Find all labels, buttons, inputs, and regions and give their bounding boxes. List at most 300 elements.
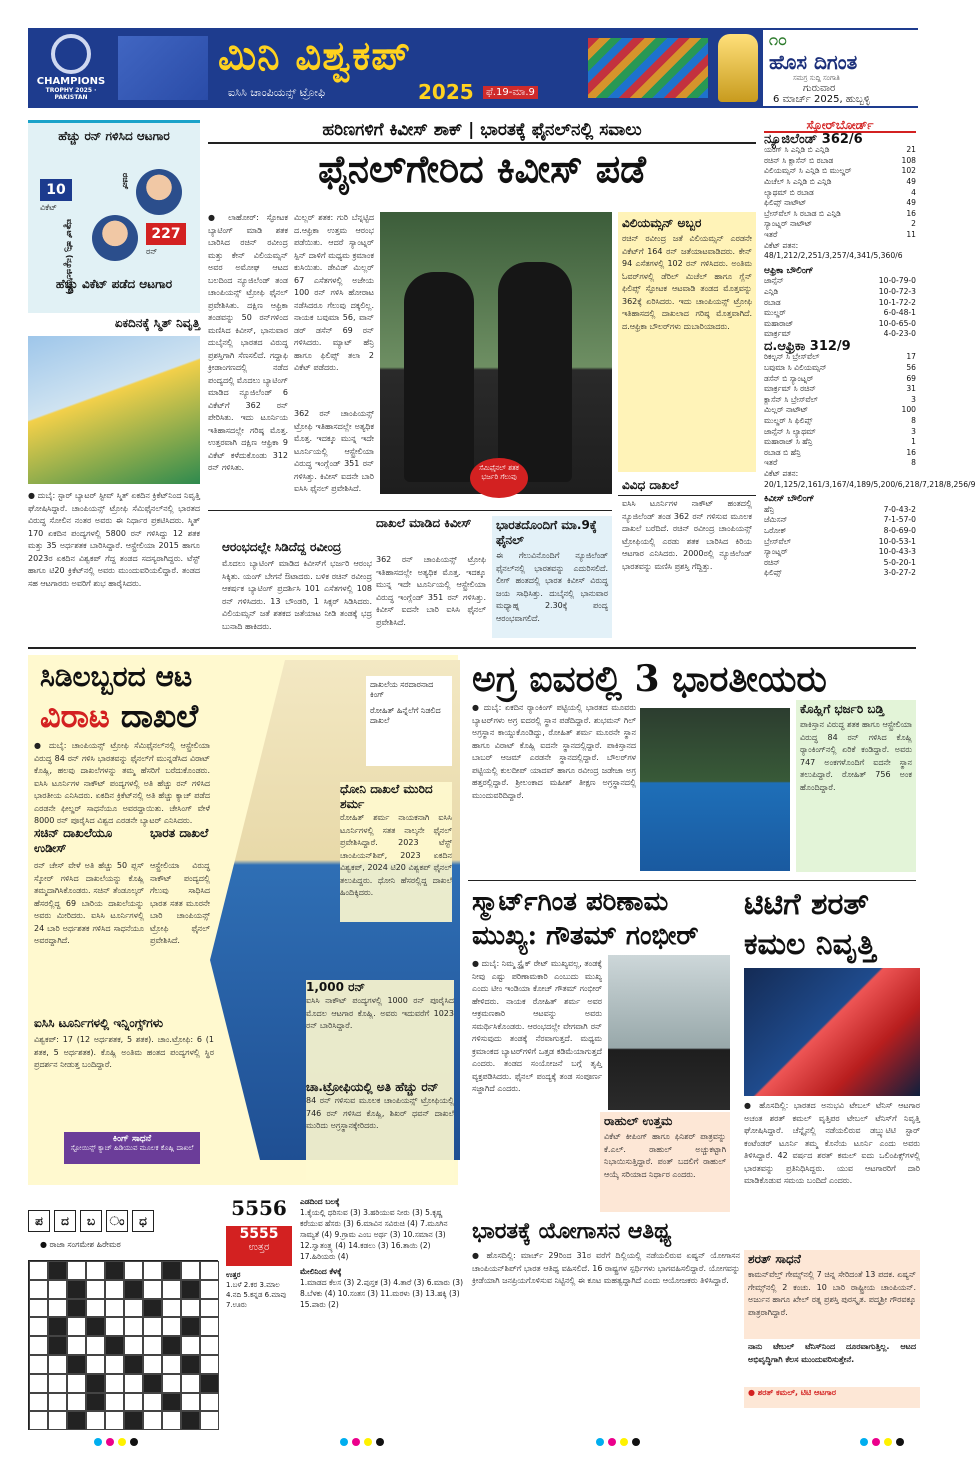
crossword-cell[interactable] [124,1261,143,1280]
score-row [764,547,916,558]
issue-day: ಗುರುವಾರ [803,83,836,94]
yoga-body: ● ಹೊಸದಿಲ್ಲಿ: ಮಾರ್ಚ್ 29ರಿಂದ 31ರ ವರೆಗೆ ದಿಲ್ಲಿಯಲ್ಲಿ ನಡೆಯಲಿರುವ ಏಷ್ಯನ್ ಯೋಗಾಸನ ಚಾಂಪಿಯನ್‌ಶಿಪ್‌ಗೆ ಭಾರತ ಆತಿಥ್ಯ ವಹಿಸಲಿದೆ. 16 ರಾಷ್ಟ್ರಗಳ ಸ್ಪರ್ಧಿಗಳು ಭಾಗವಹಿಸಲಿದ್ದಾರೆ. ಯೋಗವನ್ನು ಕ್ರೀಡೆಯಾಗಿ ಜನಪ್ರಿಯಗೊಳಿಸುವ ನಿಟ್ಟಿನಲ್ಲಿ ಈ ಕೂಟ ಮಹತ್ವದ್ದಾಗಿದೆ ಎಂದು ಆಯೋಜಕರು ತಿಳಿಸಿದ್ದಾರೆ. [472,1251,740,1285]
crossword-cell[interactable] [29,1374,48,1393]
crossword-cell[interactable] [29,1317,48,1336]
score-name: ಮಹಾರಾಜ್ ಸಿ ಹೆನ್ರಿ [764,437,813,447]
crossword-cell[interactable] [86,1355,105,1374]
virat-highlights [366,676,452,766]
crossword-title [28,1210,218,1234]
most-wickets-heading: ಹೆಚ್ಚು ವಿಕೆಟ್ ಪಡೆದ ಆಟಗಾರ [55,277,173,291]
clues-down: 1.ಮಾಡದ ಕೆಲಸ (3) 2.ಪುಸ್ತಕ (3) 4.ತಾರೆ (3) 6.ಮಾರು (3) 8.ಬೆಳಕು (4) 10.ಸಂತಸ (3) 11.ಮರಳು (3) 13.ಹಕ್ಕಿ (3) 15.ಪಾರು (2) [300,1278,463,1309]
crossword-cell[interactable] [67,1336,86,1355]
score-row [764,287,916,298]
crossword-cell [162,1393,181,1412]
runs-badge [146,223,186,245]
williamson-body: ರಚಿನ್ ರವೀಂದ್ರ ಜತೆ ವಿಲಿಯಮ್ಸನ್ ಎರಡನೇ ವಿಕೆಟ್‌ಗೆ 164 ರನ್ ಜತೆಯಾಟವಾಡಿದರು. ಕೇನ್ 94 ಎಸೆತಗಳಲ್ಲಿ 102 ರನ್ ಗಳಿಸಿದರು. ಅಂತಿಮ ಓವರ್‌ಗಳಲ್ಲಿ ಡೆರಿಲ್ ಮಿಚೆಲ್ ಹಾಗೂ ಗ್ಲೆನ್ ಫಿಲಿಪ್ಸ್ ಸ್ಫೋಟಕ ಆಟವಾಡಿ ತಂಡದ ಮೊತ್ತವನ್ನು 362ಕ್ಕೆ ಏರಿಸಿದರು. ಇದು ಚಾಂಪಿಯನ್ಸ್ ಟ್ರೋಫಿ ಇತಿಹಾಸದಲ್ಲಿ ದಾಖಲಾದ ಗರಿಷ್ಠ ಮೊತ್ತವಾಗಿದೆ. ದ.ಆಫ್ರಿಕಾ ಬೌಲರ್‌ಗಳು ದುಬಾರಿಯಾದರು. [622,234,752,331]
nz-bowling-list [764,505,916,579]
lead-kicker: ಹರಿಣಗಳಿಗೆ ಕಿವೀಸ್ ಶಾಕ್ | ಭಾರತಕ್ಕೆ ಫೈನಲ್‌ನಲ್ಲಿ ಸವಾಲು [322,120,642,140]
score-name: ರಬಾಡ [764,297,781,307]
score-name: ಸ್ಯಾಂಟ್ನರ್ ನಾಟೌಟ್ [764,219,813,229]
score-value: 31 [906,384,916,394]
crossword-cell[interactable] [67,1261,86,1280]
score-value: 10-0-79-0 [878,276,916,286]
yoga-headline: ಭಾರತಕ್ಕೆ ಯೋಗಾಸನ ಆತಿಥ್ಯ [472,1218,672,1244]
crossword-cell [86,1393,105,1412]
crossword-cell[interactable] [143,1280,162,1299]
wickets-label: ವಿಕೆಟ್ [40,203,57,212]
dhoni-heading: ಧೋನಿ ದಾಖಲೆ ಮುರಿದ ಶರ್ಮ [340,782,433,811]
score-row [764,219,916,230]
crossword-cell[interactable] [86,1299,105,1318]
score-row [764,526,916,537]
sudoku-answer-box [226,1226,292,1266]
score-value: 102 [901,166,916,176]
dhoni-box [340,782,452,922]
wickets-badge [40,179,72,201]
records-heading: ವಿವಿಧ ದಾಖಲೆ [618,476,756,496]
crossword-cell[interactable] [162,1299,181,1318]
gambhir-photo [608,955,730,1110]
crossword-cell[interactable] [48,1411,67,1430]
crossword-cell[interactable] [86,1261,105,1280]
sudoku-number: 5556 [231,1196,287,1220]
score-value: 8 [911,416,916,426]
nz-bowling-heading: ಕಿವೀಸ್ ಬೌಲಿಂಗ್ [764,494,815,505]
page-number: ೧೦ [769,30,787,49]
stripes-graphic [588,38,708,98]
crossword-clues [300,1196,464,1432]
print-marks [860,1438,904,1446]
crossword-cell[interactable] [200,1299,219,1318]
crossword-cell[interactable] [105,1280,124,1299]
score-row [764,319,916,330]
banner-title: ಮಿನಿ ವಿಶ್ವಕಪ್ [218,32,411,79]
virat-headline [40,697,198,736]
divider [208,510,612,511]
india-heading: ಭಾರತ ದಾಖಲೆ [150,826,209,840]
clues-across: 1.ಕೈಯಲ್ಲಿ ಧರಿಸುವ (3) 3.ಹರಿಯುವ ನೀರು (3) 5.ಕೃಷ್ಣ ಕರೆಯುವ ಹೆಸರು (3) 6.ಮಾವಿನ ಸವಿರುಚಿ (4) 7.ಮೂಗಿನ ಸಾಮ್ಯತೆ (4) 9.ಗ್ರಾಮ ಎಂಬ ಅರ್ಥ (3) 10.ಸಮಾನ (3) 12.ಸ್ವಾತಂತ್ರ್ಯ (4) 14.ಕಡಲು (3) 16.ತಾಯಿ (2) 17.ಹಿರಿಯರು (4) [300,1208,448,1261]
crossword-cell [67,1411,86,1430]
score-value: 10-0-65-0 [878,318,916,328]
crossword-cell[interactable] [181,1374,200,1393]
crossword-cell[interactable] [200,1261,219,1280]
sudoku-prev-number: 5555 [239,1226,279,1242]
williamson-box [618,212,756,472]
dhoni-body: ರೋಹಿತ್ ಶರ್ಮ ನಾಯಕನಾಗಿ ಐಸಿಸಿ ಟೂರ್ನಿಗಳಲ್ಲಿ ಸತತ ನಾಲ್ಕನೇ ಫೈನಲ್ ಪ್ರವೇಶಿಸಿದ್ದಾರೆ. 2023 ಟೆಸ್ಟ್ ಚಾಂಪಿಯನ್‌ಶಿಪ್, 2023 ಏಕದಿನ ವಿಶ್ವಕಪ್, 2024 ಟಿ20 ವಿಶ್ವಕಪ್ ಫೈನಲ್ ತಲುಪಿದ್ದರು. ಧೋನಿ ಹೆಸರಲ್ಲಿದ್ದ ದಾಖಲೆ ಹಿಂದಿಕ್ಕಿದರು. [340,813,452,897]
score-value: 3 [911,426,916,436]
answers-list: 1.ಬಳೆ 2.ಕರ 3.ಮಾಲ 4.ನದಿ 5.ಕನ್ನಡ 6.ಮಾವು 7.ಊರು [226,1281,287,1309]
score-name: ಒರೋಕ್ [764,525,787,535]
final-heading: ಭಾರತದೊಂದಿಗೆ ಮಾ.9ಕ್ಕೆ ಫೈನಲ್ [496,518,597,547]
masthead-banner [28,28,918,108]
king-record-heading: ಕಿಂಗ್ ಸಾಧನೆ [112,1134,152,1144]
sa-total: ದ.ಆಫ್ರಿಕಾ 312/9 [764,338,851,354]
nz-batting-list [764,145,916,240]
score-value: 11 [906,229,916,239]
score-value: 3-0-27-2 [883,568,916,578]
score-value: 69 [906,373,916,383]
crossword-cell[interactable] [124,1299,143,1318]
player1-name: ರಚಿನ್ [121,173,130,190]
crossword-cell [48,1317,67,1336]
score-row [764,515,916,526]
crossword-cell[interactable] [200,1317,219,1336]
sudoku-answer-label: ಉತ್ತರ [248,1242,270,1253]
title-letter: ಪ [28,1210,50,1232]
score-name: ಸ್ಯಾಂಟ್ನರ್ [764,547,788,557]
king-record-sub: ಸ್ಟೋಯಿನ್ಸ್ ಕ್ಯಾಚ್ ಹಿಡಿಯುವ ಮೂಲಕ ಕೊಹ್ಲಿ ದಾಖಲೆ [70,1144,194,1152]
crossword-cell[interactable] [86,1411,105,1430]
crossword-cell[interactable] [143,1336,162,1355]
crossword-cell [200,1374,219,1393]
sa-batting-list [764,352,916,469]
highlight-1: ದಾಖಲೆಯ ಸರದಾರನಾದ ಕಿಂಗ್ [370,680,434,699]
score-name: ಬ್ರೇಸ್‌ವೆಲ್ ಸಿ ರಬಾಡ ಬಿ ಎನ್ಗಿಡಿ [764,208,841,218]
crossword-cell[interactable] [67,1374,86,1393]
crossword-cell [67,1299,86,1318]
scorecard [764,118,975,638]
score-row [764,537,916,548]
champions-trophy-logo [34,34,108,102]
crossword-cell[interactable] [143,1393,162,1412]
crossword-cell[interactable] [105,1374,124,1393]
crossword-cell[interactable] [181,1299,200,1318]
most-runs-heading: ಹೆಚ್ಚು ರನ್ ಗಳಿಸಿದ ಆಟಗಾರ [58,129,170,143]
crossword-cell[interactable] [181,1261,200,1280]
score-value: 10-0-43-3 [878,547,916,557]
crossword-cell[interactable] [48,1280,67,1299]
score-row [764,505,916,516]
crossword-cell[interactable] [29,1411,48,1430]
score-row [764,352,916,363]
score-name: ಫಿಲಿಪ್ಸ್ [764,568,782,578]
nz-players-photo [380,212,612,494]
crossword-cell[interactable] [86,1280,105,1299]
crossword-cell[interactable] [48,1355,67,1374]
score-name: ಮಾರ್ಕ್ರಮ್ ಸಿ ರಚಿನ್ [764,384,816,394]
records-box [618,476,756,638]
title-letter: ಬ [80,1210,102,1232]
score-row [764,209,916,220]
crossword-cell[interactable] [29,1393,48,1412]
sharath-box-heading: ಶರತ್ ಸಾಧನೆ [748,1252,801,1266]
crossword-cell [181,1411,200,1430]
score-name: ಬ್ರೇಸ್‌ವೆಲ್ [764,536,792,546]
score-name: ಮಹಾರಾಜ್ [764,318,794,328]
crossword-cell[interactable] [143,1411,162,1430]
score-row [764,308,916,319]
crossword-cell[interactable] [86,1336,105,1355]
title-letter: ದ [54,1210,76,1232]
clues-across-heading: ಎಡದಿಂದ ಬಲಕ್ಕೆ [300,1197,340,1206]
crossword-cell [162,1336,181,1355]
lead-column-1: ● ಲಾಹೋರ್: ಸ್ಫೋಟಕ ಬ್ಯಾಟಿಂಗ್ ಮಾಡಿ ಶತಕ ಬಾರಿಸಿದ ರಚಿನ್ ರವೀಂದ್ರ ಮತ್ತು ಕೇನ್ ವಿಲಿಯಮ್ಸನ್ ಅವರ ಅಮೋಘ ಆಟದ ಬಲದಿಂದ ನ್ಯೂಜಿಲೆಂಡ್ ತಂಡ ಚಾಂಪಿಯನ್ಸ್ ಟ್ರೋಫಿ ಫೈನಲ್ ಪ್ರವೇಶಿಸಿತು. ದಕ್ಷಿಣ ಆಫ್ರಿಕಾ ತಂಡವನ್ನು 50 ರನ್‌ಗಳಿಂದ ಮಣಿಸಿದ ಕಿವೀಸ್, ಭಾನುವಾರ ದುಬೈನಲ್ಲಿ ಭಾರತದ ವಿರುದ್ಧ ಪ್ರಶಸ್ತಿಗಾಗಿ ಸೆಣಸಲಿದೆ. ಗದ್ದಾಫಿ ಕ್ರೀಡಾಂಗಣದಲ್ಲಿ ನಡೆದ ಪಂದ್ಯದಲ್ಲಿ ಮೊದಲು ಬ್ಯಾಟಿಂಗ್ ಮಾಡಿದ ನ್ಯೂಜಿಲೆಂಡ್ 6 ವಿಕೆಟ್‌ಗೆ 362 ರನ್ ಪೇರಿಸಿತು. ಇದು ಟೂರ್ನಿಯ ಇತಿಹಾಸದಲ್ಲೇ ಗರಿಷ್ಠ ಮೊತ್ತ. ಉತ್ತರವಾಗಿ ದಕ್ಷಿಣ ಆಫ್ರಿಕಾ 9 ವಿಕೆಟ್ ಕಳೆದುಕೊಂಡು 312 ರನ್ ಗಳಿಸಿತು. [208,213,288,472]
score-value: 8 [911,458,916,468]
rahul-body: ವಿಕೆಟ್ ಕೀಪಿಂಗ್ ಹಾಗೂ ಫಿನಿಶರ್ ಪಾತ್ರವನ್ನು ಕೆ.ಎಲ್. ರಾಹುಲ್ ಅಚ್ಚುಕಟ್ಟಾಗಿ ನಿಭಾಯಿಸುತ್ತಿದ್ದಾರೆ. ಪಂತ್ ಬದಲಿಗೆ ರಾಹುಲ್ ಆಯ್ಕೆ ಸರಿಯಾದ ನಿರ್ಧಾರ ಎಂದರು. [604,1132,726,1179]
score-name: ಜಾನ್ಸೆನ್ ಸಿ ಲ್ಯಾಥಮ್ [764,426,816,436]
crossword-cell[interactable] [48,1374,67,1393]
sharath-achievements [744,1250,920,1408]
k1000-body: ಐಸಿಸಿ ನಾಕೌಟ್ ಪಂದ್ಯಗಳಲ್ಲಿ 1000 ರನ್ ಪೂರೈಸಿದ ಮೊದಲ ಆಟಗಾರ ಕೊಹ್ಲಿ. ಅವರು ಇದುವರೆಗೆ 1023 ರನ್ ಬಾರಿಸಿದ್ದಾರೆ. [306,996,454,1030]
crossword-cell[interactable] [200,1355,219,1374]
crossword-cell[interactable] [143,1355,162,1374]
ct-runs-box [306,1080,454,1180]
banner-subtitle: ಐಸಿಸಿ ಚಾಂಪಿಯನ್ಸ್ ಟ್ರೋಫಿ [228,86,325,99]
trophy-icon [718,34,758,102]
crossword-cell[interactable] [67,1317,86,1336]
rohit-virat-photo [640,708,790,871]
crossword-cell [124,1355,143,1374]
score-value: 7-1-57-0 [883,515,916,525]
score-value: 10-1-72-2 [878,297,916,307]
crossword-cell [86,1317,105,1336]
crossword-cell[interactable] [124,1393,143,1412]
crossword-cell [48,1261,67,1280]
crossword-grid [28,1260,218,1430]
score-value: 4 [911,187,916,197]
crossword-cell[interactable] [124,1317,143,1336]
score-row [764,166,916,177]
gambhir-body: ● ದುಬೈ: ನಿಮ್ಮ ಸ್ಟ್ರೈಕ್ ರೇಟ್ ಮುಖ್ಯವಲ್ಲ, ತಂಡಕ್ಕೆ ನೀವು ಎಷ್ಟು ಪರಿಣಾಮಕಾರಿ ಎಂಬುದು ಮುಖ್ಯ ಎಂದು ಟೀಂ ಇಂಡಿಯಾ ಕೋಚ್ ಗೌತಮ್ ಗಂಭೀರ್ ಹೇಳಿದರು. ನಾಯಕ ರೋಹಿತ್ ಶರ್ಮ ಅವರ ಆಕ್ರಮಣಕಾರಿ ಆಟವನ್ನು ಅವರು ಸಮರ್ಥಿಸಿಕೊಂಡರು. ಆರಂಭದಲ್ಲೇ ವೇಗವಾಗಿ ರನ್ ಗಳಿಸುವುದು ತಂಡಕ್ಕೆ ನೆರವಾಗುತ್ತದೆ. ಮಧ್ಯಮ ಕ್ರಮಾಂಕದ ಬ್ಯಾಟರ್‌ಗಳಿಗೆ ಒತ್ತಡ ಕಡಿಮೆಯಾಗುತ್ತದೆ ಎಂದರು. ತಂಡದ ಸಂಯೋಜನೆ ಬಗ್ಗೆ ತೃಪ್ತಿ ವ್ಯಕ್ತಪಡಿಸಿದರು. ಫೈನಲ್ ಪಂದ್ಯಕ್ಕೆ ತಂಡ ಸಂಪೂರ್ಣ ಸಜ್ಜಾಗಿದೆ ಎಂದರು. [472,959,602,1093]
india-body: ಆಸ್ಟ್ರೇಲಿಯಾ ವಿರುದ್ಧ ನಾಕೌಟ್ ಪಂದ್ಯದಲ್ಲಿ ಗೆಲುವು ಸಾಧಿಸಿದ ಭಾರತ ಸತತ ಮೂರನೇ ಬಾರಿ ಚಾಂಪಿಯನ್ಸ್ ಟ್ರೋಫಿ ಫೈನಲ್ ಪ್ರವೇಶಿಸಿದೆ. [150,861,210,945]
logo-sub: TROPHY 2025 · PAKISTAN [45,87,97,101]
score-name: ಇತರೆ [764,229,778,239]
rahul-box [600,1112,730,1212]
crossword-cell [48,1336,67,1355]
kohli-rank-body: ಪಾಕಿಸ್ತಾನ ವಿರುದ್ಧ ಶತಕ ಹಾಗೂ ಆಸ್ಟ್ರೇಲಿಯಾ ವಿರುದ್ಧ 84 ರನ್ ಗಳಿಸಿದ ಕೊಹ್ಲಿ ರ‍್ಯಾಂಕಿಂಗ್‌ನಲ್ಲಿ ಏರಿಕೆ ಕಂಡಿದ್ದಾರೆ. ಅವರು 747 ಅಂಕಗಳೊಂದಿಗೆ ಐದನೇ ಸ್ಥಾನ ತಲುಪಿದ್ದಾರೆ. ರೋಹಿತ್ 756 ಅಂಕ ಹೊಂದಿದ್ದಾರೆ. [800,720,912,792]
crossword-cell [162,1261,181,1280]
crossword-cell [181,1355,200,1374]
print-marks [94,1438,138,1446]
score-row [764,230,916,241]
score-name: ಡಸೆನ್ ಬಿ ಸ್ಯಾಂಟ್ನರ್ [764,373,814,383]
score-row [764,558,916,569]
rahul-heading: ರಾಹುಲ್ ಉತ್ತಮ [604,1114,673,1128]
score-name: ರಚಿನ್ [764,557,780,567]
crossword-cell[interactable] [162,1317,181,1336]
wickets-value: 10 [46,182,66,198]
score-value: 49 [906,176,916,186]
crossword-cell[interactable] [105,1355,124,1374]
crossword-cell[interactable] [162,1374,181,1393]
score-value: 16 [906,447,916,457]
player2-name: ಮ್ಯಾಟ್ ಹೆನ್ರಿ (ನ್ಯೂಜಿಲೆಂಡ್) [65,219,74,295]
crossword-cell[interactable] [200,1336,219,1355]
score-name: ಮಾರ್ಕ್ರಮ್ [764,329,792,339]
newspaper-logo [763,30,918,106]
smith-photo [28,336,200,484]
sharath-quote-author: ● ಶರತ್ ಕಮಲ್, ಟಿಟಿ ಆಟಗಾರ [748,1388,836,1397]
kohli-rank-heading: ಕೊಹ್ಲಿಗೆ ಭರ್ಜರಿ ಬಡ್ತಿ [800,702,885,716]
k1000-heading: 1,000 ರನ್ [306,980,366,994]
score-name: ಯಂಗ್ ಸಿ ಎನ್ಗಿಡಿ ಬಿ ಎನ್ಗಿಡಿ [764,145,830,155]
final-box [492,516,612,638]
crossword-author: ● ರಾಜಾ ಸಂಗಮೇಶ ಹಿರೇಮಠ [40,1240,121,1249]
sa-bowling-list [764,276,916,340]
score-name: ಮಿಲ್ಲರ್ ನಾಟೌಟ್ [764,405,809,415]
sharath-box-body: ಕಾಮನ್‌ವೆಲ್ತ್ ಗೇಮ್ಸ್‌ನಲ್ಲಿ 7 ಚಿನ್ನ ಸೇರಿದಂತೆ 13 ಪದಕ. ಏಷ್ಯನ್ ಗೇಮ್ಸ್‌ನಲ್ಲಿ 2 ಕಂಚು. 10 ಬಾರಿ ರಾಷ್ಟ್ರೀಯ ಚಾಂಪಿಯನ್. ಅರ್ಜುನ ಹಾಗೂ ಖೇಲ್ ರತ್ನ ಪ್ರಶಸ್ತಿ ಪುರಸ್ಕೃತ. ಪದ್ಮಶ್ರೀ ಗೌರವಕ್ಕೂ ಪಾತ್ರರಾಗಿದ್ದಾರೆ. [748,1270,916,1317]
score-row [764,177,916,188]
records-body: ಐಸಿಸಿ ಟೂರ್ನಿಗಳ ನಾಕೌಟ್ ಹಂತದಲ್ಲಿ ನ್ಯೂಜಿಲೆಂಡ್ ತಂಡ 362 ರನ್ ಗಳಿಸುವ ಮೂಲಕ ದಾಖಲೆ ಬರೆದಿದೆ. ರಚಿನ್ ರವೀಂದ್ರ ಚಾಂಪಿಯನ್ಸ್ ಟ್ರೋಫಿಯಲ್ಲಿ ಎರಡು ಶತಕ ಬಾರಿಸಿದ ಕಿರಿಯ ಆಟಗಾರ ಎನಿಸಿದರು. 2000ರಲ್ಲಿ ನ್ಯೂಜಿಲೆಂಡ್ ಭಾರತವನ್ನು ಮಣಿಸಿ ಪ್ರಶಸ್ತಿ ಗೆದ್ದಿತ್ತು. [622,499,752,571]
score-name: ಇತರೆ [764,458,778,468]
crossword-cell [181,1280,200,1299]
score-value: 10-0-72-3 [878,286,916,296]
sa-fow: ವಿಕೆಟ್ ಪತನ: 20/1,125/2,161/3,167/4,189/5,200/6,218/7,218/8,256/9 [764,469,975,489]
score-row [764,384,916,395]
sharath-headline: ಟಿಟಿಗೆ ಶರತ್ ಕಮಲ ನಿವೃತ್ತಿ [744,887,876,962]
k1000-box [306,980,454,1080]
crossword-cell [124,1411,143,1430]
score-value: 17 [906,352,916,362]
crossword-cell[interactable] [105,1317,124,1336]
crossword-cell[interactable] [181,1336,200,1355]
player-photo [92,215,138,261]
crossword-cell[interactable] [143,1261,162,1280]
crossword-cell[interactable] [48,1299,67,1318]
crossword-cell [124,1280,143,1299]
print-marks [596,1438,640,1446]
virat-body: ● ದುಬೈ: ಚಾಂಪಿಯನ್ಸ್ ಟ್ರೋಫಿ ಸೆಮಿಫೈನಲ್‌ನಲ್ಲಿ ಆಸ್ಟ್ರೇಲಿಯಾ ವಿರುದ್ಧ 84 ರನ್ ಗಳಿಸಿ ಭಾರತವನ್ನು ಫೈನಲ್‌ಗೆ ಮುನ್ನಡೆಸಿದ ವಿರಾಟ್ ಕೊಹ್ಲಿ, ಹಲವು ದಾಖಲೆಗಳನ್ನು ತಮ್ಮ ಹೆಸರಿಗೆ ಬರೆದುಕೊಂಡರು. ಐಸಿಸಿ ಟೂರ್ನಿಗಳ ನಾಕೌಟ್ ಪಂದ್ಯಗಳಲ್ಲಿ ಅತಿ ಹೆಚ್ಚು ರನ್ ಗಳಿಸಿದ ಭಾರತೀಯ ಎನಿಸಿದರು. ಏಕದಿನ ಕ್ರಿಕೆಟ್‌ನಲ್ಲಿ ಅತಿ ಹೆಚ್ಚು ಕ್ಯಾಚ್ ಪಡೆದ ಎರಡನೇ ಫೀಲ್ಡರ್ ಸಾಧನೆಯೂ ಅವರದ್ದಾಯಿತು. ಚೇಸಿಂಗ್ ವೇಳೆ 8000 ರನ್ ಪೂರೈಸಿದ ವಿಶ್ವದ ಎರಡನೇ ಬ್ಯಾಟರ್ ಎನಿಸಿದರು. [34,741,210,825]
scorecard-heading: ಸ್ಕೋರ್‌ಬೋರ್ಡ್ [764,120,916,133]
score-value: 56 [906,363,916,373]
nzrecord-heading: ದಾಖಲೆ ಮಾಡಿದ ಕಿವೀಸ್ [376,516,472,530]
crossword-cell[interactable] [105,1411,124,1430]
final-body: ಈ ಗೆಲುವಿನೊಂದಿಗೆ ನ್ಯೂಜಿಲೆಂಡ್ ಫೈನಲ್‌ನಲ್ಲಿ ಭಾರತವನ್ನು ಎದುರಿಸಲಿದೆ. ಲೀಗ್ ಹಂತದಲ್ಲಿ ಭಾರತ ಕಿವೀಸ್ ವಿರುದ್ಧ ಜಯ ಸಾಧಿಸಿತ್ತು. ದುಬೈನಲ್ಲಿ ಭಾನುವಾರ ಮಧ್ಯಾಹ್ನ 2.30ಕ್ಕೆ ಪಂದ್ಯ ಆರಂಭವಾಗಲಿದೆ. [496,551,608,623]
crossword-cell[interactable] [200,1411,219,1430]
sharath-quote: ನಾನು ಟೇಬಲ್ ಟೆನಿಸ್‌ನಿಂದ ದೂರವಾಗುತ್ತಿಲ್ಲ. ಆಟದ ಅಭಿವೃದ್ಧಿಗಾಗಿ ಕೆಲಸ ಮುಂದುವರಿಸುತ್ತೇನೆ. [744,1339,920,1387]
clues-down-heading: ಮೇಲಿನಿಂದ ಕೆಳಕ್ಕೆ [300,1267,342,1276]
score-value: 7-0-43-2 [883,504,916,514]
score-row [764,568,916,579]
lead-column-2: ಮಿಲ್ಲರ್ ಶತಕ: ಗುರಿ ಬೆನ್ನಟ್ಟಿದ ದ.ಆಫ್ರಿಕಾ ಉತ್ತಮ ಆರಂಭ ಪಡೆಯಿತು. ಆದರೆ ಸ್ಯಾಂಟ್ನರ್ ಸ್ಪಿನ್ ದಾಳಿಗೆ ಮಧ್ಯಮ ಕ್ರಮಾಂಕ ಕುಸಿಯಿತು. ಡೇವಿಡ್ ಮಿಲ್ಲರ್ 67 ಎಸೆತಗಳಲ್ಲಿ ಅಜೇಯ 100 ರನ್ ಗಳಿಸಿ ಹೋರಾಟ ನಡೆಸಿದರೂ ಗೆಲುವು ದಕ್ಕಲಿಲ್ಲ. ನಾಯಕ ಬವುಮಾ 56, ವಾನ್ ಡರ್ ಡಸೆನ್ 69 ರನ್ ಗಳಿಸಿದರು. ಮ್ಯಾಟ್ ಹೆನ್ರಿ ಹಾಗೂ ಫಿಲಿಪ್ಸ್ ತಲಾ 2 ವಿಕೆಟ್ ಪಡೆದರು. [294,213,374,372]
score-value: 21 [906,145,916,155]
score-value: 2 [911,219,916,229]
issue-date: 6 ಮಾರ್ಚ್ 2025, ಹುಬ್ಬಳ್ಳಿ [773,94,870,105]
score-value: 108 [901,155,916,165]
print-marks [340,1438,384,1446]
score-value: 10-0-53-1 [878,536,916,546]
kohli-rank-box [796,700,916,872]
score-name: ಫಿಲಿಪ್ಸ್ ನಾಟೌಟ್ [764,198,807,208]
crossword-cell[interactable] [124,1336,143,1355]
crossword-cell [67,1355,86,1374]
logo-text: CHAMPIONS [36,76,106,87]
crossword-cell[interactable] [162,1280,181,1299]
sa-bowling-heading: ಆಫ್ರಿಕಾ ಬೌಲಿಂಗ್ [764,265,814,276]
score-value: 8-0-69-0 [883,525,916,535]
icc-innings-heading: ಐಸಿಸಿ ಟೂರ್ನಿಗಳಲ್ಲಿ ಇನ್ನಿಂಗ್ಸ್‌ಗಳು [34,1016,164,1030]
score-value: 1 [911,437,916,447]
score-name: ರಬಾಡ ಬಿ ಹೆನ್ರಿ [764,447,801,457]
crossword-cell[interactable] [143,1317,162,1336]
player-photo [136,169,182,215]
crossword-cell[interactable] [48,1393,67,1412]
crossword-cell[interactable] [105,1393,124,1412]
score-name: ಮುಲ್ಡರ್ ಸಿ ಫಿಲಿಪ್ಸ್ [764,416,813,426]
crossword-cell[interactable] [67,1393,86,1412]
score-row [764,276,916,287]
sachin-heading: ಸಚಿನ್ ದಾಖಲೆಯೂ ಉಡೀಸ್ [34,826,113,855]
crossword-cell[interactable] [29,1299,48,1318]
crossword-cell[interactable] [29,1280,48,1299]
williamson-heading: ವಿಲಿಯಮ್ಸನ್ ಅಬ್ಬರ [622,216,702,230]
ct-runs-heading: ಚಾ.ಟ್ರೋಫಿಯಲ್ಲಿ ಅತಿ ಹೆಚ್ಚು ರನ್ [306,1080,439,1094]
crossword-cell[interactable] [162,1411,181,1430]
score-value: 6-0-48-1 [883,308,916,318]
agra-body: ● ದುಬೈ: ಏಕದಿನ ರ‍್ಯಾಂಕಿಂಗ್ ಪಟ್ಟಿಯಲ್ಲಿ ಭಾರತದ ಮೂವರು ಬ್ಯಾಟರ್‌ಗಳು ಅಗ್ರ ಐದರಲ್ಲಿ ಸ್ಥಾನ ಪಡೆದಿದ್ದಾರೆ. ಶುಭಮನ್ ಗಿಲ್ ಅಗ್ರಸ್ಥಾನ ಕಾಯ್ದುಕೊಂಡಿದ್ದು, ರೋಹಿತ್ ಶರ್ಮ ಮೂರನೇ ಸ್ಥಾನ ಹಾಗೂ ವಿರಾಟ್ ಕೊಹ್ಲಿ ಐದನೇ ಸ್ಥಾನದಲ್ಲಿದ್ದಾರೆ. ಪಾಕಿಸ್ತಾನದ ಬಾಬರ್ ಆಜಮ್ ಎರಡನೇ ಸ್ಥಾನದಲ್ಲಿದ್ದಾರೆ. ಬೌಲರ್‌ಗಳ ಪಟ್ಟಿಯಲ್ಲಿ ಕುಲದೀಪ್ ಯಾದವ್ ಹಾಗೂ ರವೀಂದ್ರ ಜಡೇಜಾ ಅಗ್ರ ಹತ್ತರಲ್ಲಿದ್ದಾರೆ. ಶ್ರೀಲಂಕಾದ ಮಹೀಶ್ ತೀಕ್ಷಣ ಅಗ್ರಸ್ಥಾನದಲ್ಲಿ ಮುಂದುವರಿದಿದ್ದಾರೆ. [472,703,636,800]
crossword-cell[interactable] [162,1355,181,1374]
score-value: 5-0-20-1 [883,557,916,567]
score-name: ಲ್ಯಾಥಮ್ ಬಿ ರಬಾಡ [764,187,814,197]
newspaper-name: ಹೊಸ ದಿಗಂತ [769,50,858,74]
score-value: 3 [911,394,916,404]
score-row [764,188,916,199]
score-row [764,298,916,309]
divider [468,880,916,881]
lead-column-2b: 362 ರನ್ ಚಾಂಪಿಯನ್ಸ್ ಟ್ರೋಫಿ ಇತಿಹಾಸದಲ್ಲೇ ಅತ್ಯಧಿಕ ಮೊತ್ತ. ಇದಕ್ಕೂ ಮುನ್ನ ಇದೇ ಟೂರ್ನಿಯಲ್ಲಿ ಆಸ್ಟ್ರೇಲಿಯಾ ವಿರುದ್ಧ ಇಂಗ್ಲೆಂಡ್ 351 ರನ್ ಗಳಿಸಿತ್ತು. ಕಿವೀಸ್ ಐದನೇ ಬಾರಿ ಐಸಿಸಿ ಫೈನಲ್ ಪ್ರವೇಶಿಸಿದೆ. [294,409,374,493]
crossword-cell [67,1280,86,1299]
gambhir-headline: ಸ್ಮಾರ್ಟ್‌ಗಿಂತ ಪರಿಣಾಮ ಮುಖ್ಯ: ಗೌತಮ್ ಗಂಭೀರ್ [472,887,699,951]
virat-headline-rest: ದಾಖಲೆ [120,697,199,735]
virat-kicker: ಸಿಡಿಲಬ್ಬರದ ಆಟ [40,660,193,693]
score-name: ಮಿಚೆಲ್ ಸಿ ಎನ್ಗಿಡಿ ಬಿ ಎನ್ಗಿಡಿ [764,176,832,186]
divider [208,142,756,144]
batsman-illustration [118,36,208,100]
crossword-cell [143,1374,162,1393]
score-value: 16 [906,208,916,218]
lead-headline: ಫೈನಲ್‌ಗೇರಿದ ಕಿವೀಸ್ ಪಡೆ [318,146,646,191]
score-name: ಬವುಮಾ ಸಿ ವಿಲಿಯಮ್ಸನ್ [764,363,827,373]
crossword-cell[interactable] [29,1336,48,1355]
runs-value: 227 [151,226,181,242]
score-row [764,198,916,209]
crossword-cell [181,1317,200,1336]
score-name: ರಚಿನ್ ಸಿ ಕ್ಲಾಸೆನ್ ಬಿ ರಬಾಡ [764,155,834,165]
score-name: ಜೆಮಿಸನ್ [764,515,788,525]
score-row [764,363,916,374]
crossword-cell[interactable] [181,1393,200,1412]
crossword-cell[interactable] [105,1299,124,1318]
banner-year: 2025 [418,80,474,104]
ct-runs-body: 84 ರನ್ ಗಳಿಸುವ ಮೂಲಕ ಚಾಂಪಿಯನ್ಸ್ ಟ್ರೋಫಿಯಲ್ಲಿ 746 ರನ್ ಗಳಿಸಿದ ಕೊಹ್ಲಿ, ಶಿಖರ್ ಧವನ್ ದಾಖಲೆ ಮುರಿದು ಅಗ್ರಸ್ಥಾನಕ್ಕೇರಿದರು. [306,1096,454,1130]
crossword-cell[interactable] [200,1393,219,1412]
score-name: ಜಾನ್ಸೆನ್ [764,276,784,286]
score-value: 49 [906,198,916,208]
crossword-cell [105,1336,124,1355]
sachin-body: ರನ್ ಚೇಸ್ ವೇಳೆ ಅತಿ ಹೆಚ್ಚು 50 ಪ್ಲಸ್ ಸ್ಕೋರ್ ಗಳಿಸಿದ ದಾಖಲೆಯನ್ನು ಕೊಹ್ಲಿ ತಮ್ಮದಾಗಿಸಿಕೊಂಡರು. ಸಚಿನ್ ತೆಂಡೂಲ್ಕರ್ ಹೆಸರಲ್ಲಿದ್ದ 69 ಬಾರಿಯ ದಾಖಲೆಯನ್ನು ಅವರು ಮೀರಿದರು. ಐಸಿಸಿ ಟೂರ್ನಿಗಳಲ್ಲಿ 24 ಬಾರಿ ಅರ್ಧಶತಕ ಗಳಿಸಿದ ಸಾಧನೆಯೂ ಅವರದ್ದಾಗಿದೆ. [34,861,144,945]
divider [28,647,916,649]
crossword-answers [226,1270,296,1430]
newspaper-tagline: ಸಮಗ್ರ ಸುದ್ದಿ ಸಂಗಾತಿ [793,74,840,82]
nz-total: ನ್ಯೂಜಿಲೆಂಡ್ 362/6 [764,131,863,147]
answers-heading: ಉತ್ತರ [226,1271,241,1279]
runs-label: ರನ್ [146,247,158,256]
score-value: 4-0-23-0 [883,329,916,339]
score-value: 100 [901,405,916,415]
highlight-2: ರೋಹಿತ್ ಹಿನ್ನೆಲೆಗೆ ನಿಡಲಿದ ದಾಖಲೆ [370,706,441,725]
score-row [764,405,916,416]
rachin-body: ಮೊದಲು ಬ್ಯಾಟಿಂಗ್ ಮಾಡಿದ ಕಿವೀಸ್‌ಗೆ ಭರ್ಜರಿ ಆರಂಭ ಸಿಕ್ಕಿತು. ಯಂಗ್ ಬೇಗನೆ ಔಟಾದರು. ಬಳಿಕ ರಚಿನ್ ರವೀಂದ್ರ ಆಕರ್ಷಕ ಬ್ಯಾಟಿಂಗ್ ಪ್ರದರ್ಶಿಸಿ 101 ಎಸೆತಗಳಲ್ಲಿ 108 ರನ್ ಗಳಿಸಿದರು. 13 ಬೌಂಡರಿ, 1 ಸಿಕ್ಸರ್ ಸಿಡಿಸಿದರು. ವಿಲಿಯಮ್ಸನ್ ಜತೆ ಶತಕದ ಜತೆಯಾಟ ನೀಡಿ ತಂಡಕ್ಕೆ ಭದ್ರ ಬುನಾದಿ ಹಾಕಿದರು. [222,559,372,631]
crossword-cell[interactable] [124,1374,143,1393]
crossword-cell[interactable] [200,1280,219,1299]
score-row [764,458,916,469]
icc-innings-body: ವಿಶ್ವಕಪ್: 17 (12 ಅರ್ಧಶತಕ, 5 ಶತಕ). ಚಾಂ.ಟ್ರೋಫಿ: 6 (1 ಶತಕ, 5 ಅರ್ಧಶತಕ). ಕೊಹ್ಲಿ ಅಂತಿಮ ಹಂತದ ಪಂದ್ಯಗಳಲ್ಲಿ ಸ್ಥಿರ ಪ್ರದರ್ಶನ ನೀಡುತ್ತ ಬಂದಿದ್ದಾರೆ. [34,1035,214,1069]
crossword-cell[interactable] [29,1261,48,1280]
crossword-cell[interactable] [29,1355,48,1374]
score-row [764,437,916,448]
score-name: ವಿಲಿಯಮ್ಸನ್ ಸಿ ಎನ್ಗಿಡಿ ಬಿ ಮುಲ್ಡರ್ [764,166,852,176]
score-row [764,395,916,406]
